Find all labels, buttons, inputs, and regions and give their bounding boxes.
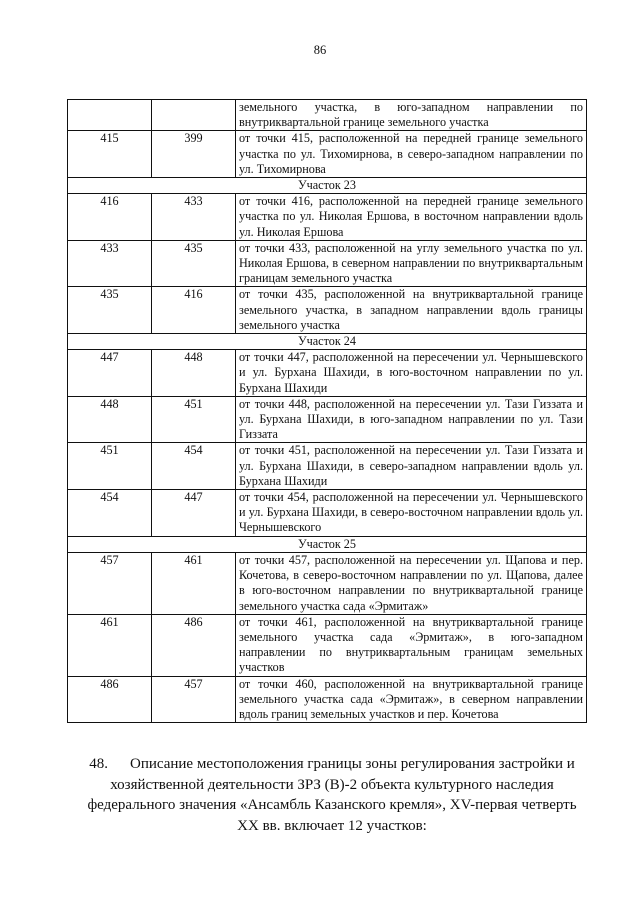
table-row — [68, 100, 587, 131]
point-from-cell: 415 — [68, 131, 152, 178]
table-row — [68, 676, 587, 723]
point-from-cell: 461 — [68, 614, 152, 676]
paragraph-number: 48. — [89, 756, 108, 772]
section-header-row — [68, 334, 587, 350]
point-to-cell: 416 — [152, 287, 236, 334]
section-label: Участок 25 — [68, 536, 587, 552]
table-row — [68, 287, 587, 334]
boundary-table-body — [68, 100, 587, 723]
description-cell: от точки 435, расположенной на внутриквартальной границе земельного участка, в западном направлении вдоль границы земельного участка — [236, 287, 587, 334]
page-number: 86 — [313, 43, 327, 57]
table-row — [68, 131, 587, 178]
description-cell: от точки 461, расположенной на внутриквартальной границе земельного участка сада «Эрмитаж», в юго-западном направлении по внутриквартальным границам земельных участков — [236, 614, 587, 676]
point-from-cell: 457 — [68, 552, 152, 614]
section-header-row — [68, 536, 587, 552]
description-cell: от точки 433, расположенной на углу земельного участка по ул. Николая Ершова, в северном направлении по внутриквартальным границам земельного участка — [236, 240, 587, 287]
point-to-cell: 457 — [152, 676, 236, 723]
point-from-cell: 486 — [68, 676, 152, 723]
description-cell: от точки 460, расположенной на внутриквартальной границе земельного участка сада «Эрмитаж», в северном направлении вдоль границ земельных участков и пер. Кочетова — [236, 676, 587, 723]
paragraph-text: Описание местоположения границы зоны регулирования застройки и хозяйственной деятельности ЗРЗ (В)-2 объекта культурного наследия федерального значения «Ансамбль Казанского кремля», XV-первая четверть XX вв. включает 12 участков: — [87, 756, 577, 834]
point-to-cell: 447 — [152, 490, 236, 537]
description-cell: от точки 416, расположенной на передней границе земельного участка по ул. Николая Ершова, в восточном направлении вдоль ул. Николая Ершова — [236, 194, 587, 241]
point-to-cell: 454 — [152, 443, 236, 490]
section-paragraph — [82, 754, 582, 836]
point-to-cell: 461 — [152, 552, 236, 614]
table-row — [68, 443, 587, 490]
table-row — [68, 396, 587, 443]
point-from-cell: 416 — [68, 194, 152, 241]
description-cell: земельного участка, в юго-западном направлении по внутриквартальной границе земельного участка — [236, 100, 587, 131]
point-from-cell: 451 — [68, 443, 152, 490]
table-row — [68, 350, 587, 397]
description-cell: от точки 451, расположенной на пересечении ул. Тази Гиззата и ул. Бурхана Шахиди, в северо-западном направлении вдоль ул. Бурхана Шахиди — [236, 443, 587, 490]
table-row — [68, 490, 587, 537]
point-to-cell: 448 — [152, 350, 236, 397]
point-to-cell: 486 — [152, 614, 236, 676]
point-to-cell: 433 — [152, 194, 236, 241]
description-cell: от точки 454, расположенной на пересечении ул. Чернышевского и ул. Бурхана Шахиди, в северо-восточном направлении вдоль ул. Чернышевского — [236, 490, 587, 537]
point-to-cell: 451 — [152, 396, 236, 443]
point-from-cell: 447 — [68, 350, 152, 397]
point-from-cell: 433 — [68, 240, 152, 287]
point-from-cell: 454 — [68, 490, 152, 537]
table-row — [68, 614, 587, 676]
section-label: Участок 23 — [68, 178, 587, 194]
section-label: Участок 24 — [68, 334, 587, 350]
table-row — [68, 552, 587, 614]
point-from-cell: 435 — [68, 287, 152, 334]
table-row — [68, 194, 587, 241]
description-cell: от точки 447, расположенной на пересечении ул. Чернышевского и ул. Бурхана Шахиди, в юго-восточном направлении по ул. Бурхана Шахиди — [236, 350, 587, 397]
description-cell: от точки 457, расположенной на пересечении ул. Щапова и пер. Кочетова, в северо-восточном направлении по ул. Щапова, далее в юго-восточном направлении по внутриквартальной границе земельного участка сада «Эрмитаж» — [236, 552, 587, 614]
point-to-cell: 399 — [152, 131, 236, 178]
description-cell: от точки 448, расположенной на пересечении ул. Тази Гиззата и ул. Бурхана Шахиди, в юго-западном направлении по ул. Тази Гиззата — [236, 396, 587, 443]
table-row — [68, 240, 587, 287]
point-from-cell: 448 — [68, 396, 152, 443]
point-from-cell — [68, 100, 152, 131]
point-to-cell — [152, 100, 236, 131]
point-to-cell: 435 — [152, 240, 236, 287]
description-cell: от точки 415, расположенной на передней границе земельного участка по ул. Тихомирнова, в северо-западном направлении по ул. Тихомирнова — [236, 131, 587, 178]
boundary-table — [67, 99, 587, 723]
section-header-row — [68, 178, 587, 194]
